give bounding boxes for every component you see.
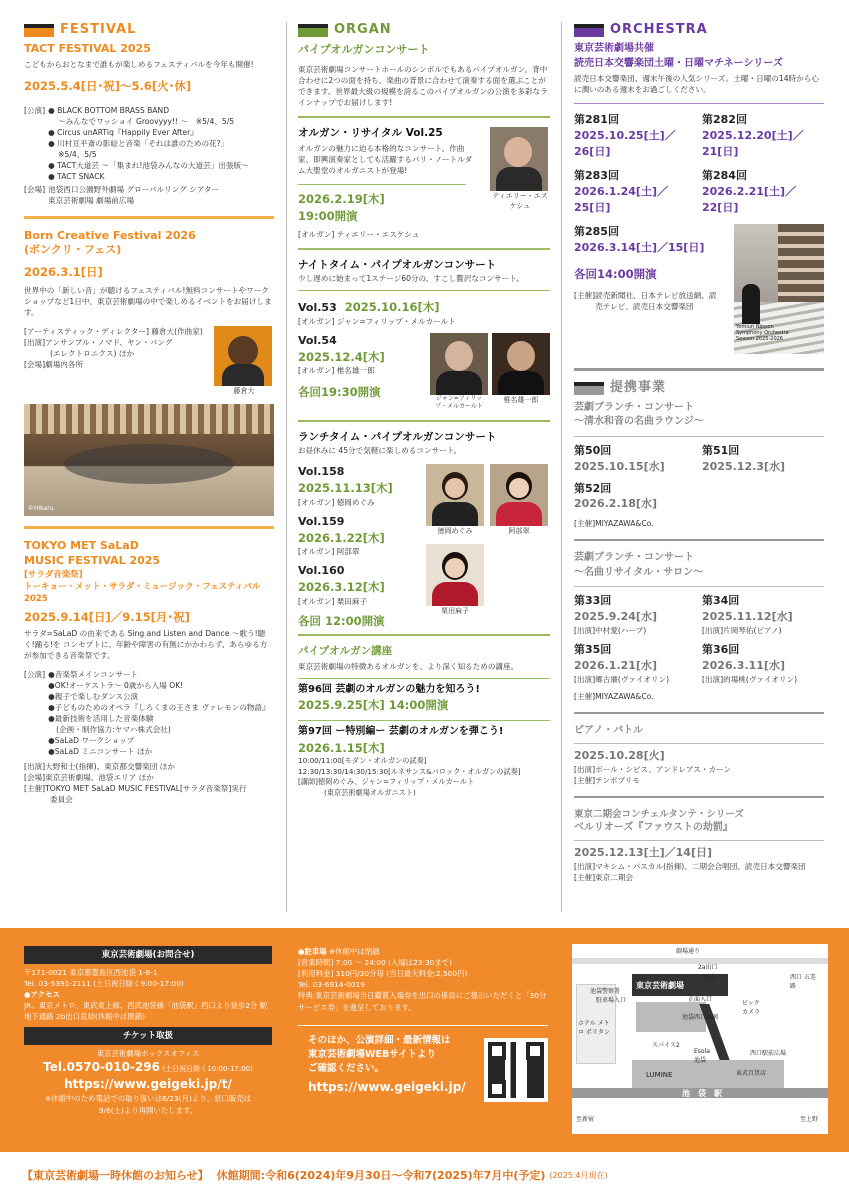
lecture-97-date: 2026.1.15[木]	[298, 740, 385, 755]
escaich-photo	[490, 127, 548, 191]
brunch2-perf: [出演]片岡琴佑(ピアノ)	[702, 626, 782, 636]
kurita-photo	[426, 544, 484, 606]
brunch1-date: 2025.12.3[水]	[702, 459, 785, 473]
map-to-shinjuku: 至新宿	[576, 1116, 595, 1123]
divider	[574, 539, 824, 541]
lecture-97-title: 第97回 ー特別編ー 芸劇のオルガンを弾こう!	[298, 726, 504, 738]
night-vol53-date: 2025.10.16[木]	[344, 299, 440, 314]
night-vol54: Vol.54	[298, 333, 337, 347]
lunch-vol160-perf: [オルガン] 栗田麻子	[298, 597, 368, 607]
orchestra-flag-icon	[574, 24, 604, 37]
parking-title: ●駐車場	[298, 947, 327, 956]
map-hall: 東京芸術劇場	[636, 981, 684, 990]
born-date: 2026.3.1[日]	[24, 265, 103, 280]
salad-venue: [会場]東京芸術劇場、池袋エリア ほか	[24, 773, 154, 783]
map-lumine: LUMINE	[646, 1071, 673, 1079]
salad-host: 委員会	[50, 795, 73, 805]
brunch2-no: 第35回	[574, 643, 612, 657]
brunch2-title: 芸劇ブランチ・コンサート	[574, 552, 694, 564]
tact-item: 〜みんなでワッショイ Groovyyy!! 〜 ※5/4、5/5	[58, 116, 235, 126]
born-title: Born Creative Festival 2026	[24, 228, 196, 242]
piano-host: [主催]テンポプリモ	[574, 775, 640, 785]
notice-period: 休館期間:令和6(2024)年9月30日〜令和7(2025)年7月中(予定)	[216, 1169, 546, 1183]
qr-code-icon[interactable]	[484, 1038, 548, 1102]
concert-no: 第281回	[574, 113, 619, 126]
column-divider	[286, 22, 287, 912]
festival-column	[24, 22, 274, 805]
brunch1-no: 第51回	[702, 443, 740, 457]
map-spice: スパイス2	[652, 1042, 680, 1049]
map-tobu: 東武百貨店	[736, 1070, 767, 1077]
map-police: 池袋警察署	[590, 988, 621, 995]
abe-caption: 阿部翠	[508, 527, 530, 536]
nikikai-title: ベルリオーズ『ファウストの劫罰』	[574, 822, 733, 834]
orchestra-desc: 読売日本交響楽団、週末午後の人気シリーズ。土曜・日曜の14時から心に潤いのある週末をお過ごしください。	[574, 74, 819, 94]
kurita-caption: 栗田麻子	[441, 607, 469, 616]
concert-date: 2025.10.25[土]／26[日]	[574, 128, 676, 158]
salad-item: ●音楽祭メインコンサート	[48, 670, 139, 680]
brunch2-date: 2026.1.21[水]	[574, 659, 657, 673]
lecture-97-lecturer: [講師]徳岡めぐみ、ジャン=フィリップ・メルカールト	[298, 777, 475, 787]
ticket-title: チケット取扱	[24, 1027, 272, 1045]
salad-perf: [出演]大野和士(指揮)、東京都交響楽団 ほか	[24, 762, 175, 772]
organ-section-title: ORGAN	[334, 21, 392, 37]
access-text: JR、東京メトロ、東武東上線、西武池袋線「池袋駅」西口より徒歩2分 駅地下通路 2b出口直結(休館中は閉鎖)	[24, 1001, 268, 1022]
born-director: [アーティスティック・ディレクター] 藤倉大(作曲家)	[24, 326, 203, 336]
ticket-url[interactable]: https://www.geigeki.jp/t/	[64, 1077, 232, 1092]
abe-photo	[490, 464, 548, 526]
salad-host: [主催]TOKYO MET SaLaD MUSIC FESTIVAL[サラダ音楽祭]実行	[24, 784, 247, 794]
salad-item: ●親子で楽しむダンス公演	[48, 692, 139, 702]
tact-lead: こどもからおとなまで誰もが楽しめるフェスティバルを今年も開催!	[24, 59, 254, 69]
orchestra-host-label: [主催]	[574, 291, 596, 301]
ticket-note: ※休館中のため電話での取り扱いは6/23(月)より、窓口販売は9/6(土)より再開いたします。	[45, 1094, 251, 1115]
map-gokaido: 西口 五差路	[790, 974, 816, 990]
nikikai-perf: [出演]マキシム・パスカル(指揮)、二期会合唱団、読売日本交響楽団	[574, 861, 806, 871]
map-exit2a: 2a出口	[698, 964, 718, 971]
inquiry-title: 東京芸術劇場(お問合せ)	[24, 946, 272, 964]
web-text: そのほか、公演詳細・最新情報は	[308, 1034, 451, 1046]
salad-item: ●最新技術を活用した音楽体験	[48, 714, 154, 724]
lecture-title: パイプオルガン講座	[298, 644, 393, 657]
tact-venue: 東京芸術劇場 劇場前広場	[48, 195, 135, 205]
lunch-title: ランチタイム・パイプオルガンコンサート	[298, 431, 497, 444]
yomikyo-photo-text: Yomiuri Nippon Symphony Orchestra Season 2025-2026	[736, 323, 789, 342]
concert-date: 2025.12.20[土]／21[日]	[702, 128, 804, 158]
access-map[interactable]	[572, 944, 828, 1134]
divider	[298, 634, 550, 636]
tact-item: ※5/4、5/5	[58, 149, 97, 159]
access-title: ●アクセス	[24, 990, 60, 1000]
organ-flag-icon	[298, 24, 328, 37]
concert-no: 第283回	[574, 168, 619, 182]
orchestra-column	[574, 22, 824, 883]
brunch1-subtitle: 〜清水和音の名曲ラウンジ〜	[574, 416, 704, 428]
orchestra-title: 東京芸術劇場共催	[574, 43, 654, 54]
night-time: 各回19:30開演	[298, 385, 381, 400]
organ-lead: 東京芸術劇場コンサートホールのシンボルでもあるパイプオルガン。背中合わせに2つの面を持ち、楽曲の背景に合わせて演奏する面を選ぶことができます。世界最大級の規模を誇るこのパイプオルガンの公演を多彩なラインナップでお届けします!	[298, 64, 548, 107]
born-venue: [会場]劇場内各所	[24, 359, 84, 369]
lecture-97-time: 12:30/13:30/14:30/15:30[ルネサンス&バロック・オルガンの試奏]	[298, 766, 521, 776]
brunch2-subtitle: 〜名曲リサイタル・サロン〜	[574, 566, 704, 578]
recital-time: 19:00開演	[298, 208, 358, 223]
brunch2-no: 第36回	[702, 643, 740, 657]
night-vol54-date: 2025.12.4[木]	[298, 349, 385, 364]
salad-item: (企画・制作協力:ヤマハ株式会社)	[56, 725, 171, 735]
divider	[24, 216, 274, 219]
orchestra-time: 各回14:00開演	[574, 266, 657, 281]
divider	[574, 712, 824, 714]
map-parking: 駐車場入口	[596, 997, 627, 1004]
fujikura-photo	[214, 326, 272, 386]
parking-fee: [利用料金] 310円/30分毎 (当日最大料金:2,500円)	[298, 969, 468, 979]
notice-title: 【東京芸術劇場一時休館のお知らせ】	[22, 1169, 209, 1183]
night-vol54-perf: [オルガン] 椎名雄一郎	[298, 366, 375, 376]
partner-section-title: 提携事業	[610, 380, 667, 396]
lunch-vol160-date: 2026.3.12[木]	[298, 580, 385, 595]
born-subtitle: (ボンクリ・フェス)	[24, 243, 122, 257]
escaich-caption: ティエリー・エスケシュ	[492, 192, 548, 211]
salad-title: TOKYO MET SaLaD	[24, 539, 139, 553]
salad-sub: トーキョー・メット・サラダ・ミュージック・フェスティバル 2025	[24, 582, 261, 605]
parking-note: ※休館中は閉鎖	[328, 947, 380, 956]
lunch-vol158-perf: [オルガン] 徳岡めぐみ	[298, 497, 375, 507]
tact-perf-label: [公演]	[24, 105, 46, 115]
lecture-96-title: 第96回 芸劇のオルガンの魅力を知ろう!	[298, 683, 480, 695]
fujikura-caption: 藤倉大	[233, 386, 255, 395]
orchestra-title: 読売日本交響楽団土曜・日曜マチネーシリーズ	[574, 57, 783, 69]
map-hotel: ホテル メトロ ポリタン	[578, 1020, 610, 1036]
brunch1-no: 第52回	[574, 481, 612, 495]
lunch-vol160: Vol.160	[298, 564, 345, 578]
map-exit2b: 2b出口	[702, 974, 722, 981]
recital-perf: [オルガン] ティエリー・エスケシュ	[298, 229, 420, 239]
lecture-97-lecturer: (東京芸術劇場オルガニスト)	[324, 787, 416, 797]
lunch-time: 各回 12:00開演	[298, 614, 385, 629]
concert-no: 第284回	[702, 168, 747, 182]
box-office: 東京芸術劇場ボックスオフィス	[96, 1048, 200, 1058]
divider	[298, 248, 550, 250]
notice-as-of: (2025.4月現在)	[549, 1171, 608, 1181]
brunch2-perf: [出演]中村愛(ハープ)	[574, 626, 647, 636]
map-station: 池 袋 駅	[682, 1089, 722, 1098]
divider	[574, 368, 824, 371]
orchestra-section-title: ORCHESTRA	[610, 21, 708, 37]
tokuoka-photo	[426, 464, 484, 526]
festival-section-title: FESTIVAL	[60, 21, 137, 37]
brunch2-no: 第33回	[574, 594, 612, 608]
orchestra-host: 読売新聞社、日本テレビ放送網、読売テレビ、読売日本交響楽団	[595, 291, 717, 312]
tact-item: ● BLACK BOTTOM BRASS BAND	[48, 105, 170, 115]
partner-section-header	[574, 381, 824, 397]
brunch2-perf: [出演]的場桃(ヴァイオリン)	[702, 675, 798, 685]
brunch1-no: 第50回	[574, 443, 612, 457]
lunch-vol158: Vol.158	[298, 465, 345, 479]
shiina-caption: 椎名雄一郎	[503, 395, 539, 404]
born-perf: (エレクトロニクス) ほか	[50, 348, 135, 358]
organ-heading: パイプオルガンコンサート	[298, 43, 430, 56]
salad-item: ●OK!オーケストラ〜 0歳から入場 OK!	[48, 681, 184, 691]
salad-item: ●子どものためのオペラ『しろくまの王さま ヴァレモンの物語』	[48, 703, 270, 713]
web-text: 東京芸術劇場WEBサイトより	[308, 1048, 437, 1060]
divider	[24, 526, 274, 529]
concert-date: 2026.2.21[土]／22[日]	[702, 184, 796, 214]
map-plaza: 西口駅前広場	[750, 1050, 787, 1057]
born-photo-credit: ©Hikaru.	[28, 505, 56, 513]
tact-venue: 池袋西口公園野外劇場 グローバルリング シアター	[48, 184, 219, 194]
brunch2-date: 2025.11.12[水]	[702, 610, 793, 624]
nikikai-series: 東京二期会コンチェルタンテ・シリーズ	[574, 808, 744, 820]
yomikyo-photo	[734, 224, 824, 354]
tokuoka-caption: 徳岡めぐみ	[437, 527, 473, 536]
salad-perf-label: [公演]	[24, 670, 46, 680]
recital-date: 2026.2.19[木]	[298, 192, 385, 207]
brunch1-date: 2026.2.18[水]	[574, 497, 657, 511]
tact-item: ● Circus unARTiq『Happily Ever After』	[48, 127, 198, 137]
brunch2-perf: [出演]郷古廉(ヴァイオリン)	[574, 675, 670, 685]
brunch2-date: 2026.3.11[水]	[702, 659, 785, 673]
map-entrance: 正面入口	[688, 996, 713, 1003]
closure-notice	[0, 1152, 849, 1200]
web-url[interactable]: https://www.geigeki.jp/	[308, 1080, 466, 1095]
map-to-ueno: 至上野	[800, 1116, 819, 1123]
tact-item: ● TACT SNACK	[48, 171, 105, 181]
piano-date: 2025.10.28[火]	[574, 748, 665, 762]
shiina-photo	[492, 333, 550, 395]
mercaert-photo	[430, 333, 488, 395]
salad-item: ●SaLaD ワークショップ	[48, 736, 135, 746]
salad-date: 2025.9.14[日]／9.15[月･祝]	[24, 609, 190, 624]
nikikai-date: 2025.12.13[土]／14[日]	[574, 845, 713, 859]
lunch-vol159-date: 2026.1.22[木]	[298, 530, 385, 545]
address: 〒171-0021 東京都豊島区西池袋 1-8-1	[24, 968, 158, 977]
organ-section-header	[298, 22, 550, 38]
orchestra-section-header	[574, 22, 824, 38]
concert-date: 2026.1.24[土]／25[日]	[574, 184, 668, 214]
mercaert-caption: ジャン=フィリップ・メルカールト	[435, 394, 483, 411]
concert-no: 第282回	[702, 113, 747, 126]
brunch2-date: 2025.9.24[水]	[574, 610, 657, 624]
divider	[298, 116, 550, 118]
brunch2-host: [主催]MIYAZAWA&Co.	[574, 692, 654, 702]
salad-sub: [サラダ音楽祭]	[24, 569, 83, 580]
brunch1-title: 芸劇ブランチ・コンサート	[574, 401, 694, 413]
born-festival-photo	[24, 404, 274, 516]
lunch-vol158-date: 2025.11.13[木]	[298, 481, 393, 496]
lunch-vol159: Vol.159	[298, 514, 345, 528]
map-esola: Esola 池袋	[694, 1048, 710, 1064]
night-vol53-perf: [オルガン] ジャン=フィリップ・メルカールト	[298, 316, 456, 326]
brunch1-host: [主催]MIYAZAWA&Co.	[574, 519, 654, 529]
lunch-vol159-perf: [オルガン] 阿部翠	[298, 547, 360, 557]
organ-column	[298, 22, 550, 798]
web-text: ご確認ください。	[308, 1063, 385, 1075]
map-park: 池袋西口公園	[682, 1014, 719, 1021]
recital-title: オルガン・リサイタル Vol.25	[298, 126, 443, 139]
piano-perf: [出演]ボール・シビス、アンドレアス・カーン	[574, 764, 732, 774]
inquiry-tel[interactable]: Tel. 03-5391-2111 (土日祝日除く9:00-17:00)	[24, 979, 184, 989]
lecture-97-time: 10:00/11:00[モダン・オルガンの試奏]	[298, 756, 427, 766]
born-perf: [出演]アンサンブル・ノマド、ヤン・バング	[24, 337, 173, 347]
concert-date: 2026.3.14[土]／15[日]	[574, 240, 705, 254]
festival-section-header	[24, 22, 274, 38]
map-street: 劇場通り	[676, 948, 701, 955]
salad-lead: サラダ=SaLaD の由来である Sing and Listen and Dance 〜歌う!聴く!踊る!を コンセプトに、年齢や障害の有無にかかわらず、あらゆる方が参加できる音楽祭です。	[24, 629, 268, 661]
map-bic: ビック カメラ	[742, 1000, 761, 1016]
recital-desc: オルガンの魅力に迫る本格的なコンサート。作曲家、即興演奏家としても活躍するパリ・ノートルダム大聖堂のオルガニストが登場!	[298, 144, 473, 176]
salad-title: MUSIC FESTIVAL 2025	[24, 553, 161, 567]
night-vol53: Vol.53	[298, 300, 337, 314]
tact-venue-label: [会場]	[24, 184, 46, 194]
born-lead: 世界中の「新しい音」が聴けるフェスティバル!無料コンサートやワークショップなど1日中、東京芸術劇場の中で楽しめるイベントをお届けします。	[24, 285, 272, 317]
tact-date: 2025.5.4[日･祝]〜5.6[火･休]	[24, 78, 192, 93]
tact-item: ● TACT大道芸 〜「集まれ!池袋みんなの大道芸」出張版〜	[48, 160, 249, 170]
salad-item: ●SaLaD ミニコンサート ほか	[48, 747, 153, 757]
ticket-tel-note: (土日祝日除く10:00-17:00)	[162, 1064, 253, 1073]
divider	[298, 420, 550, 422]
lecture-96-date: 2025.9.25[木] 14:00開演	[298, 698, 449, 713]
nikikai-host: [主催]東京二期会	[574, 872, 634, 882]
brunch1-date: 2025.10.15[水]	[574, 459, 665, 473]
partner-flag-icon	[574, 382, 604, 395]
parking-tel[interactable]: Tel. 03-6914-0019	[298, 980, 365, 990]
night-title: ナイトタイム・パイプオルガンコンサート	[298, 258, 497, 271]
column-divider	[561, 22, 562, 912]
night-desc: 少し遅めに始まって1ステージ60分の、すこし贅沢なコンサート。	[298, 273, 524, 283]
tact-program	[24, 105, 274, 206]
piano-title: ピアノ・バトル	[574, 725, 643, 737]
ticket-tel[interactable]: Tel.0570-010-296	[43, 1059, 160, 1074]
tact-item: ● 川村亘平斎の影絵と音楽「それは誰のための花?」	[48, 138, 229, 148]
concert-no: 第285回	[574, 224, 619, 238]
lunch-desc: お昼休みに 45分で気軽に楽しめるコンサート。	[298, 446, 462, 456]
lecture-desc: 東京芸術劇場の特徴あるオルガンを、より深く知るための講座。	[298, 661, 519, 671]
brunch2-no: 第34回	[702, 594, 740, 608]
parking-benefit: 特典:東京芸術劇場当日鑑賞入場券を出口の係員にご提示いただくと「30分サービス券」を進呈しております。	[298, 991, 547, 1012]
divider	[574, 796, 824, 798]
tact-title: TACT FESTIVAL 2025	[24, 42, 151, 55]
parking-hours: [営業時間] 7:00 〜 24:00 (入場は23:30まで)	[298, 958, 453, 968]
festival-flag-icon	[24, 24, 54, 37]
